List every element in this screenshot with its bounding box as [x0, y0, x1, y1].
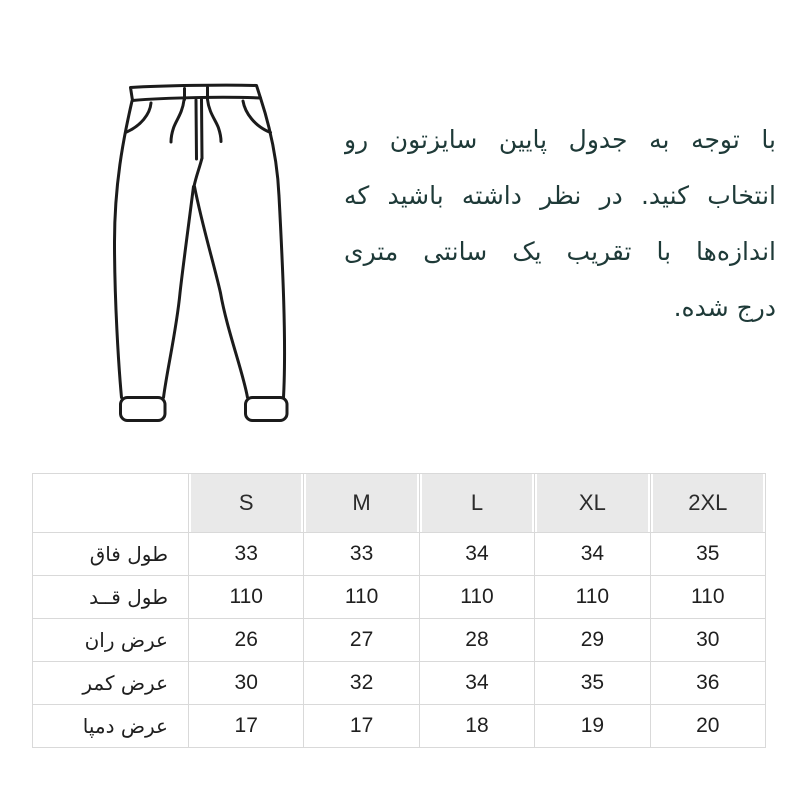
size-value-cell: 17: [304, 705, 419, 748]
size-guide-description: [344, 112, 776, 336]
left-outer-seam: [115, 101, 133, 398]
fly-line-left: [196, 100, 197, 159]
size-value-cell: 110: [419, 576, 534, 619]
table-row: [33, 533, 766, 576]
size-value-cell: 28: [419, 619, 534, 662]
measurement-label: طول قــد: [33, 576, 189, 619]
table-row: [33, 705, 766, 748]
table-corner-cell: [33, 474, 189, 533]
size-value-cell: 110: [650, 576, 765, 619]
jogger-pants-icon: [80, 60, 340, 440]
left-cuff: [121, 398, 166, 421]
size-value-cell: 18: [419, 705, 534, 748]
size-value-cell: 35: [650, 533, 765, 576]
table-row: [33, 576, 766, 619]
size-value-cell: 17: [189, 705, 304, 748]
size-table-header-row: [33, 474, 766, 533]
size-value-cell: 26: [189, 619, 304, 662]
size-value-cell: 35: [535, 662, 650, 705]
measurement-label: طول فاق: [33, 533, 189, 576]
size-value-cell: 110: [189, 576, 304, 619]
size-value-cell: 110: [304, 576, 419, 619]
table-row: [33, 662, 766, 705]
fly-line-right: [202, 100, 203, 159]
waistband-path: [131, 85, 261, 100]
size-value-cell: 110: [535, 576, 650, 619]
size-col-header-label: XL: [537, 474, 647, 532]
size-value-cell: 34: [419, 533, 534, 576]
size-col-header-label: M: [306, 474, 416, 532]
measurement-label: عرض دمپا: [33, 705, 189, 748]
size-value-cell: 19: [535, 705, 650, 748]
description-line-3: اندازه‌ها با تقریب یک سانتی متری: [344, 237, 776, 266]
left-inner-seam: [164, 187, 194, 398]
fly-crotch-line: [194, 158, 202, 187]
size-col-header-xl: [535, 474, 650, 533]
size-value-cell: 36: [650, 662, 765, 705]
right-outer-seam: [261, 98, 285, 398]
size-value-cell: 33: [189, 533, 304, 576]
pants-illustration: [80, 60, 340, 440]
size-table-header: [33, 474, 766, 533]
size-value-cell: 20: [650, 705, 765, 748]
table-row: [33, 619, 766, 662]
size-value-cell: 30: [189, 662, 304, 705]
size-value-cell: 29: [535, 619, 650, 662]
size-value-cell: 34: [535, 533, 650, 576]
description-line-2: انتخاب کنید. در نظر داشته باشید که: [344, 181, 776, 210]
size-col-header-l: [419, 474, 534, 533]
size-value-cell: 32: [304, 662, 419, 705]
size-col-header-label: 2XL: [653, 474, 763, 532]
size-value-cell: 30: [650, 619, 765, 662]
size-col-header-label: S: [191, 474, 301, 532]
right-cuff: [246, 398, 288, 421]
size-table-body: [33, 533, 766, 748]
right-drawstring: [208, 100, 222, 142]
description-line-4: درج شده.: [673, 293, 776, 322]
right-inner-seam: [195, 187, 248, 398]
measurement-label: عرض کمر: [33, 662, 189, 705]
size-col-header-m: [304, 474, 419, 533]
size-col-header-s: [189, 474, 304, 533]
measurement-label: عرض ران: [33, 619, 189, 662]
size-value-cell: 27: [304, 619, 419, 662]
size-table: [32, 473, 766, 748]
size-value-cell: 34: [419, 662, 534, 705]
size-col-header-label: L: [422, 474, 532, 532]
size-col-header-2xl: [650, 474, 765, 533]
left-drawstring: [171, 100, 184, 142]
description-line-1: با توجه به جدول پایین سایزتون رو: [344, 125, 776, 154]
size-value-cell: 33: [304, 533, 419, 576]
